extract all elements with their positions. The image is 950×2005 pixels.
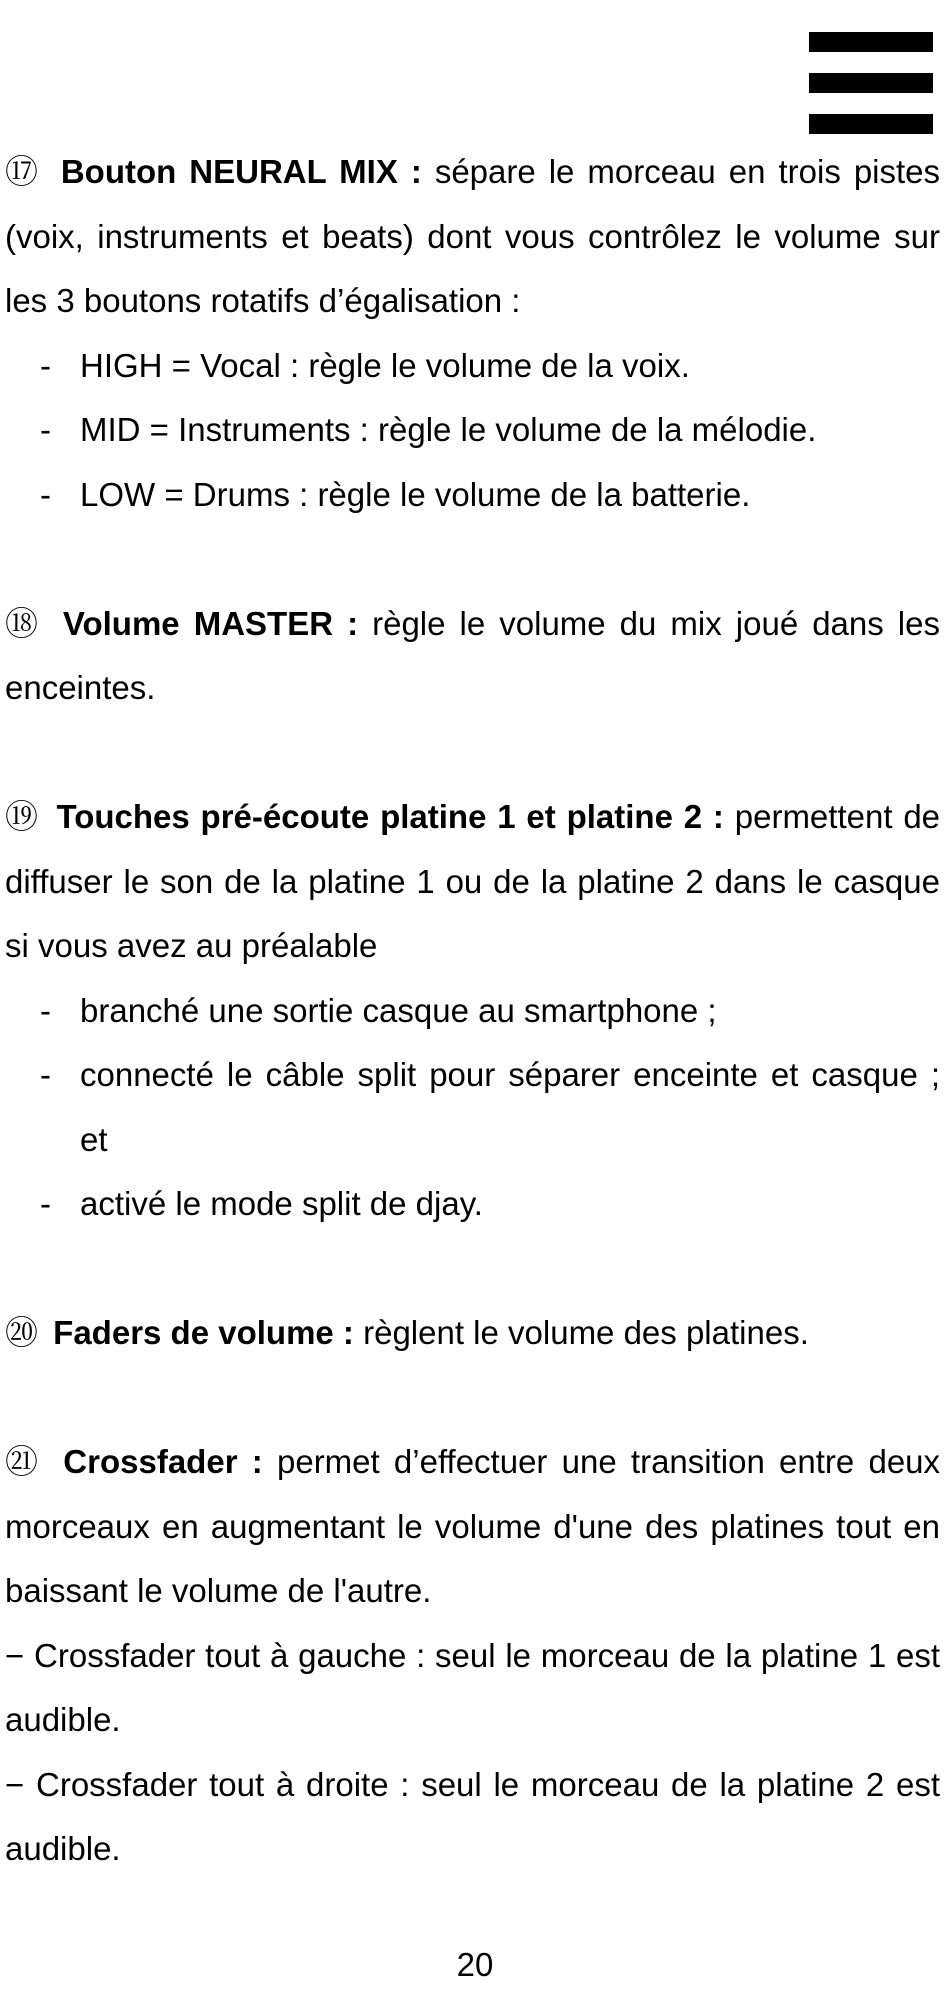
menu-bar [809, 73, 933, 93]
section-number: ㉑ [5, 1443, 44, 1480]
list-item: - MID = Instruments : règle le volume de la mélodie. [5, 398, 940, 463]
section-text: permettent de diffuser le son de la platine 1 ou de la platine 2 dans le casque si vous avez au préalable [5, 798, 941, 964]
list-item: - LOW = Drums : règle le volume de la batterie. [5, 463, 940, 528]
list-item: - branché une sortie casque au smartphone ; [5, 979, 940, 1044]
crossfader-left-note: − Crossfader tout à gauche : seul le morceau de la platine 1 est audible. [5, 1636, 940, 1738]
section-21 [5, 1430, 940, 1624]
section-number: ⑳ [5, 1314, 38, 1351]
section-18 [5, 592, 940, 721]
list-item: - connecté le câble split pour séparer enceinte et casque ; et [5, 1043, 940, 1172]
section-title: Volume MASTER : [62, 604, 359, 642]
section-19-list [5, 979, 940, 1237]
section-17-list [5, 334, 940, 528]
menu-bar [809, 32, 933, 52]
menu-bar [809, 114, 933, 134]
section-text: sépare le morceau en trois pistes (voix, instruments et beats) dont vous contrôlez le volume sur les 3 boutons rotatifs d’égalisation : [5, 153, 941, 319]
section-title: Faders de volume : [53, 1314, 354, 1351]
section-number: ⑰ [5, 153, 42, 190]
section-number: ⑲ [5, 798, 40, 835]
section-text: règle le volume du mix joué dans les enceintes. [5, 604, 940, 706]
page-number: 20 [456, 1946, 494, 1983]
document-body [5, 140, 940, 1882]
section-title: Crossfader : [63, 1443, 263, 1480]
section-text: règlent le volume des platines. [363, 1314, 809, 1351]
section-number: ⑱ [5, 604, 43, 642]
hamburger-menu-icon[interactable] [809, 32, 933, 134]
list-item: - activé le mode split de djay. [5, 1172, 940, 1237]
section-20 [5, 1301, 940, 1366]
section-17 [5, 140, 940, 334]
section-text: permet d’effectuer une transition entre deux morceaux en augmentant le volume d'une des platines tout en baissant le volume de l'autre. [5, 1443, 941, 1609]
list-item: - HIGH = Vocal : règle le volume de la voix. [5, 334, 940, 399]
section-19 [5, 785, 940, 979]
crossfader-right-note: − Crossfader tout à droite : seul le morceau de la platine 2 est audible. [5, 1765, 940, 1867]
section-title: Touches pré-écoute platine 1 et platine 2 : [56, 798, 724, 835]
section-title: Bouton NEURAL MIX : [60, 153, 422, 190]
